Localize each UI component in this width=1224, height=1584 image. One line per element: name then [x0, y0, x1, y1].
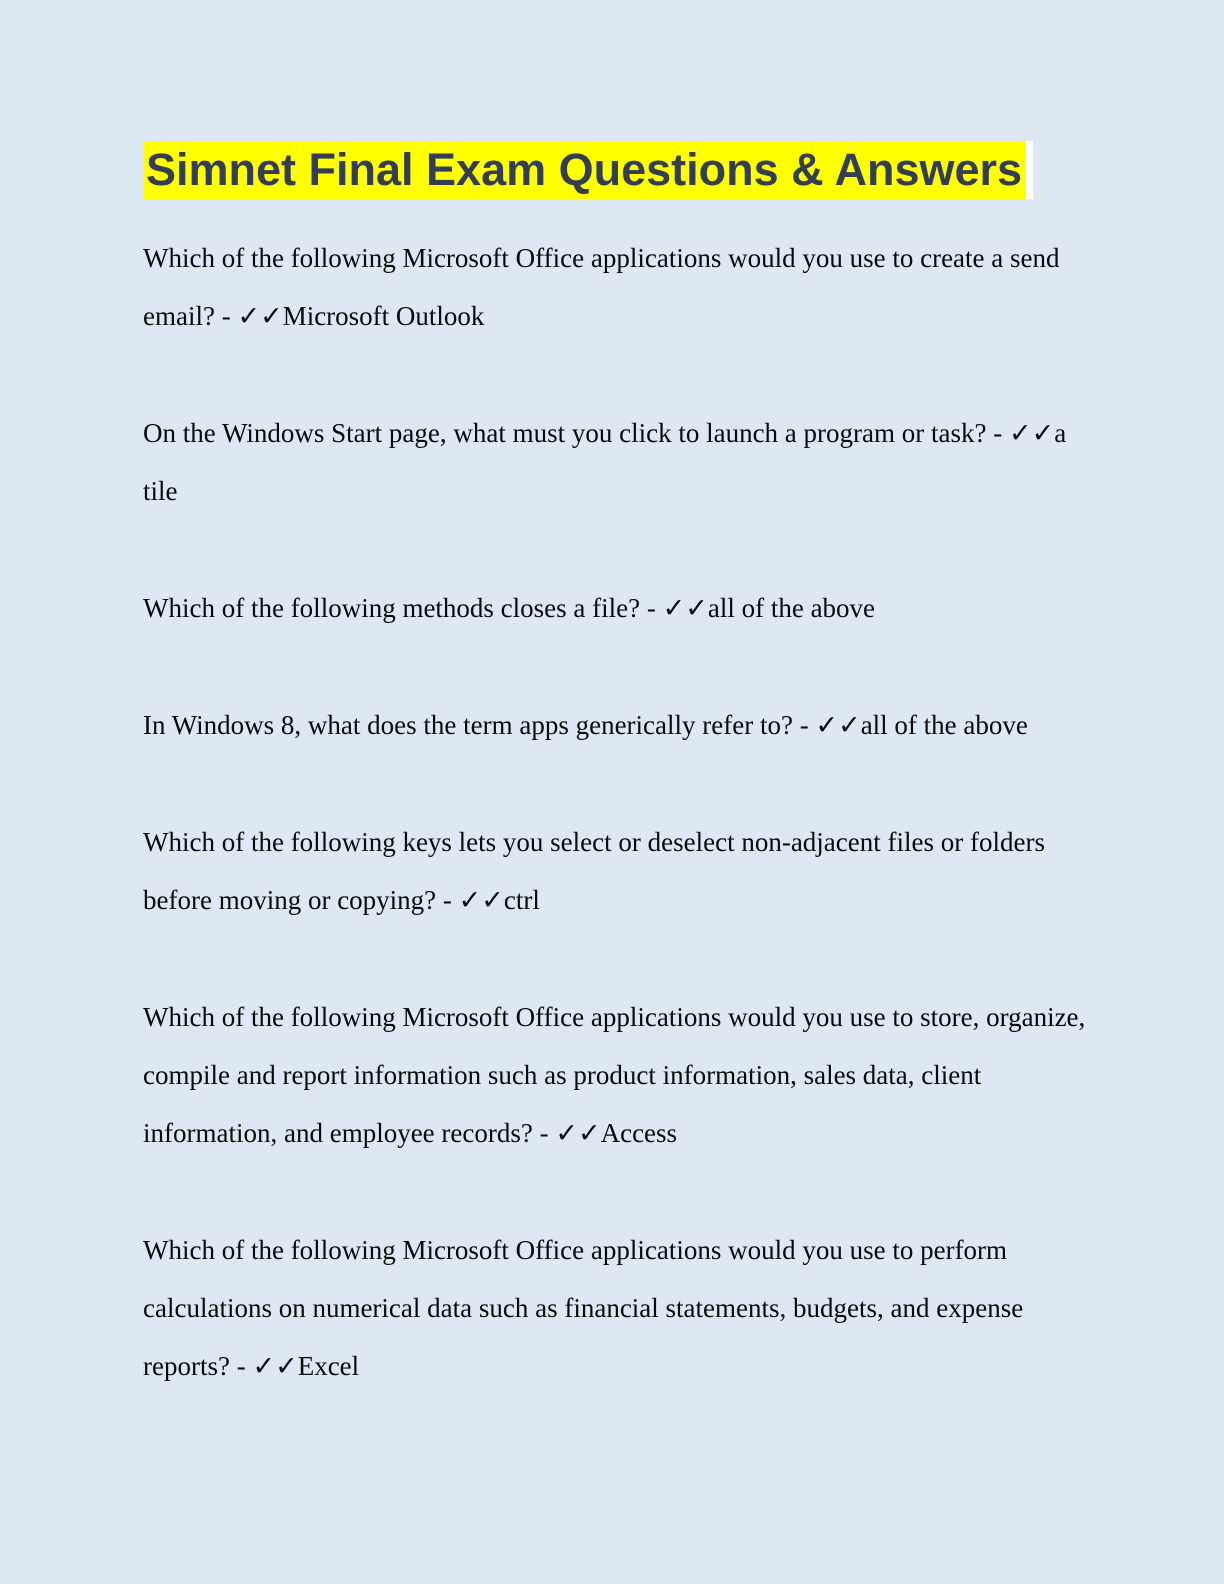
qa-item-3: Which of the following methods closes a file? - ✓✓all of the above — [143, 593, 876, 623]
qa-item-4: In Windows 8, what does the term apps generically refer to? - ✓✓all of the above — [143, 710, 1028, 740]
qa-item-6: Which of the following Microsoft Office applications would you use to store, organize, compile and report information such as product information, sales data, client information, and employee records? - ✓✓Access — [143, 1002, 1086, 1148]
qa-item-7: Which of the following Microsoft Office applications would you use to perform calculations on numerical data such as financial statements, budgets, and expense reports? - ✓✓Excel — [143, 1235, 1024, 1381]
qa-list — [143, 229, 1096, 1395]
qa-item-2: On the Windows Start page, what must you click to launch a program or task? - ✓✓a tile — [143, 418, 1067, 506]
page-title-text: Simnet Final Exam Questions & Answers — [146, 144, 1023, 195]
highlight-edge — [1026, 141, 1033, 199]
qa-item-1: Which of the following Microsoft Office applications would you use to create a send email? - ✓✓Microsoft Outlook — [143, 243, 1060, 331]
page-title — [143, 141, 1096, 199]
page-title-highlight — [143, 141, 1026, 199]
qa-item-5: Which of the following keys lets you select or deselect non-adjacent files or folders before moving or copying? - ✓✓ctrl — [143, 827, 1045, 915]
